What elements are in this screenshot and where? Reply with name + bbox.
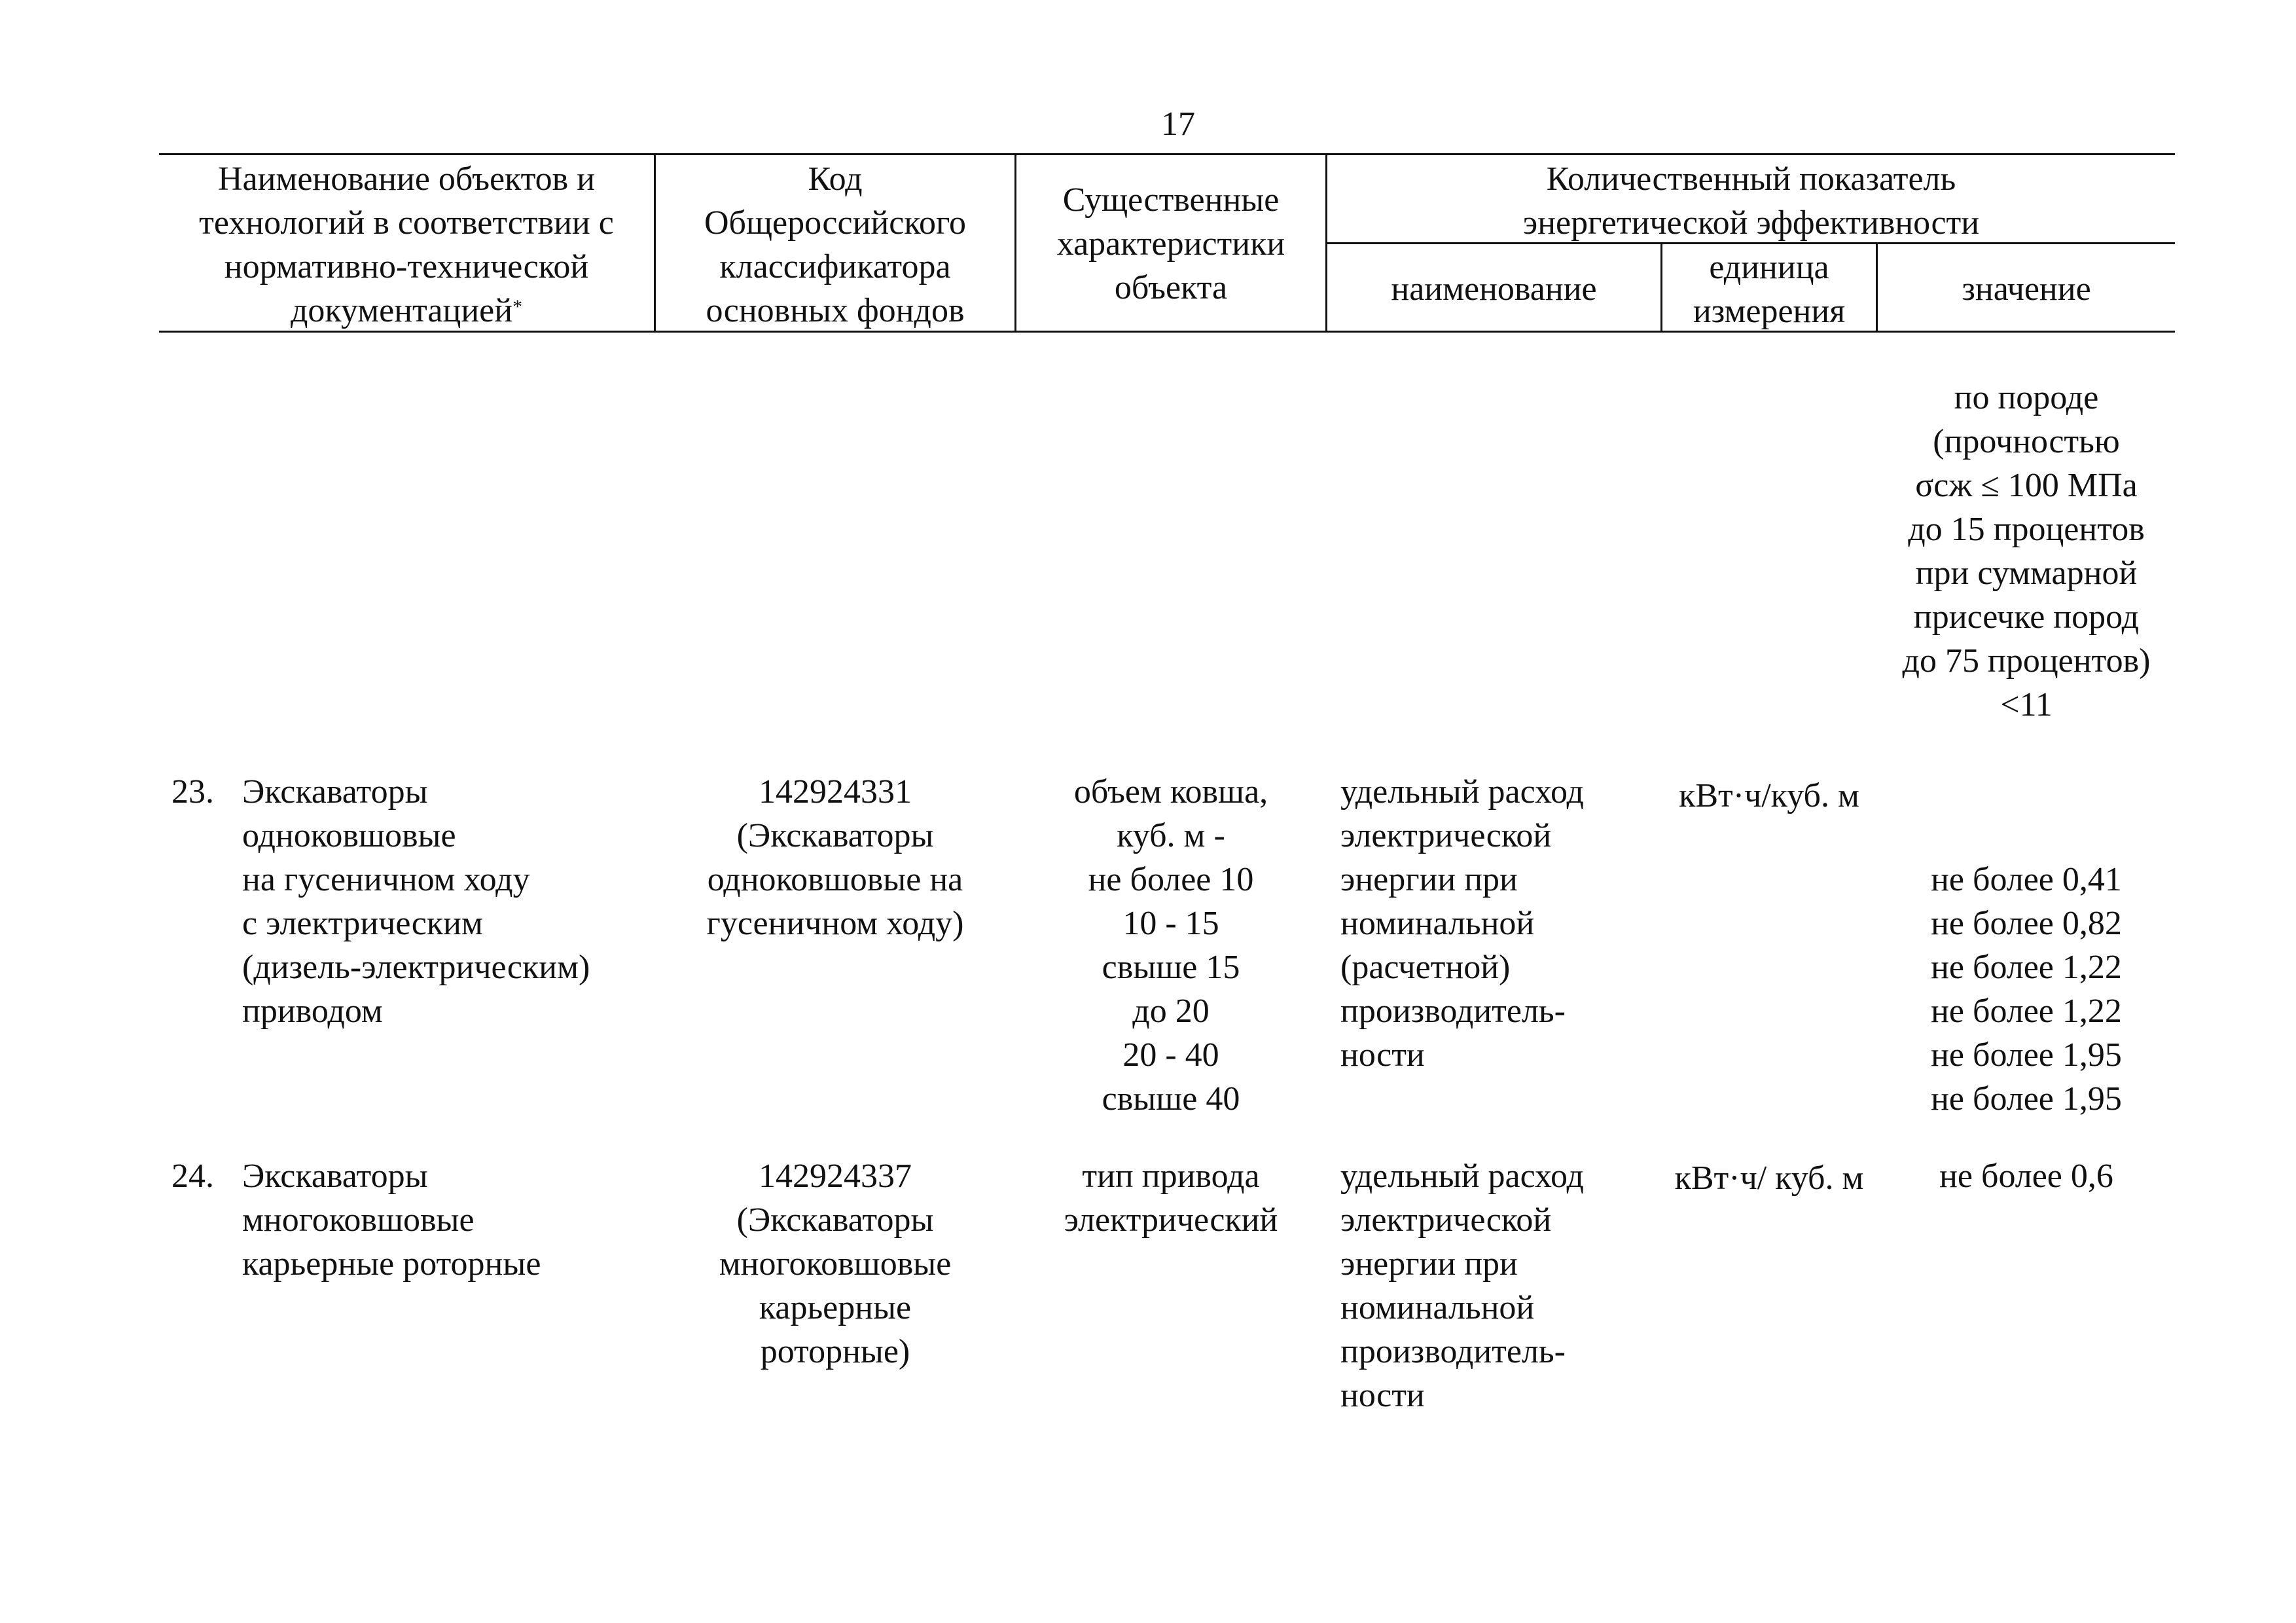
- header-objects-technologies: Наименование объектов и технологий в соответствии с нормативно-технической документацией*: [199, 160, 614, 329]
- indicator-name-cell: удельный расход электрической энергии при номинальной (расчетной) производитель- ности: [1340, 773, 1584, 1074]
- object-name-cell: Экскаваторы многоковшовые карьерные роторные: [242, 1158, 541, 1283]
- row-number: 23.: [171, 773, 214, 811]
- characteristics-cell: объем ковша, куб. м - не более 10 10 - 15 свыше 15 до 20 20 - 40 свыше 40: [1073, 773, 1268, 1118]
- header-efficiency-indicator: Количественный показатель энергетической эффективности: [1522, 160, 1980, 242]
- header-value: значение: [1962, 270, 2091, 308]
- header-unit: единица измерения: [1693, 249, 1846, 330]
- footnote-marker: *: [512, 296, 523, 318]
- header-top-rule: [159, 153, 2175, 155]
- characteristics-cell: тип привода электрический: [1064, 1158, 1278, 1239]
- value-cell: не более 0,6: [1939, 1158, 2113, 1195]
- indicator-name-cell: удельный расход электрической энергии при номинальной производитель- ности: [1340, 1158, 1584, 1414]
- header-characteristics: Существенные характеристики объекта: [1056, 181, 1285, 306]
- okof-code-cell: 142924337 (Экскаваторы многоковшовые карьерные роторные): [719, 1158, 952, 1370]
- unit-cell: кВт·ч/ куб. м: [1674, 1159, 1864, 1197]
- object-name-cell: Экскаваторы одноковшовые на гусеничном ходу с электрическим (дизель-электрическим) приводом: [242, 773, 590, 1030]
- okof-code-cell: 142924331 (Экскаваторы одноковшовые на гусеничном ходу): [706, 773, 964, 942]
- row-number: 24.: [171, 1158, 214, 1195]
- page-number: 17: [1161, 105, 1195, 143]
- continued-value-cell: по породе (прочностью σсж ≤ 100 МПа до 15 процентов при суммарной присечке пород до 75 процентов) <11: [1902, 379, 2151, 723]
- unit-cell: кВт·ч/куб. м: [1679, 777, 1859, 814]
- value-cell: не более 0,41 не более 0,82 не более 1,22 не более 1,22 не более 1,95 не более 1,95: [1931, 861, 2122, 1118]
- header-indicator-name: наименование: [1391, 270, 1597, 308]
- header-okof-code: Код Общероссийского классификатора основных фондов: [704, 160, 966, 329]
